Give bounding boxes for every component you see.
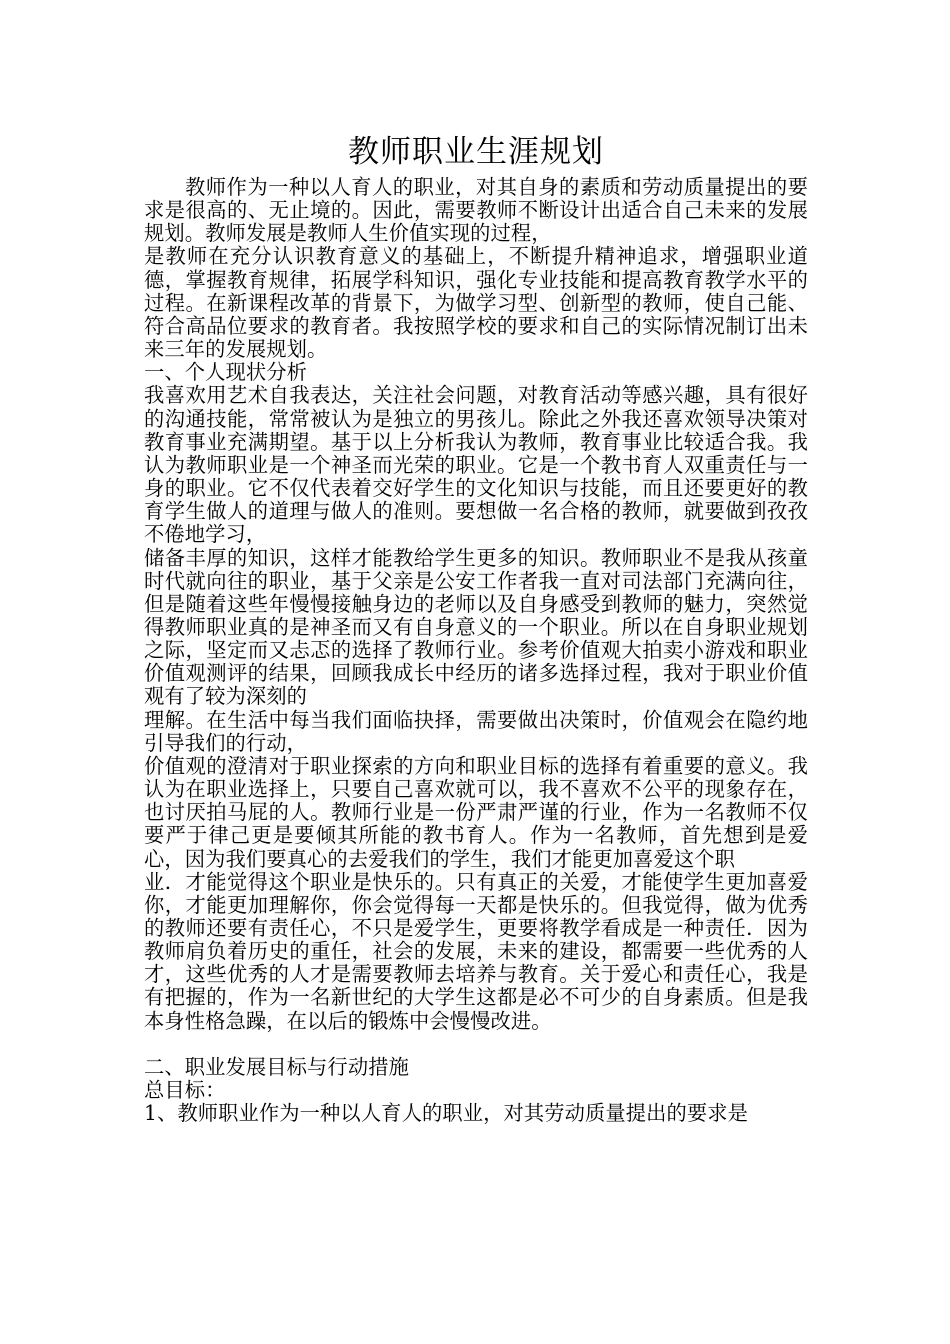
analysis-paragraph-3: 理解。在生活中每当我们面临抉择，需要做出决策时，价值观会在隐约地引导我们的行动， — [144, 707, 808, 755]
section-heading-1: 一、个人现状分析 — [144, 360, 308, 385]
analysis-paragraph-2: 储备丰厚的知识，这样才能教给学生更多的知识。教师职业不是我从孩童时代就向往的职业，基于父亲是公安工作者我一直对司法部门充满向往，但是随着这些年慢慢接触身边的老师以及自身感受到教师的魅力，突然觉得教师职业真的是神圣而又有自身意义的一个职业。所以在自身职业规划之际，坚定而又忐忑的选择了教师行业。参考价值观大拍卖小游戏和职业价值观测评的结果，回顾我成长中经历的诸多选择过程，我对于职业价值观有了较为深刻的 — [144, 545, 808, 709]
analysis-paragraph-5: 业．才能觉得这个职业是快乐的。只有真正的关爱，才能使学生更加喜爱你，才能更加理解你，你会觉得每一天都是快乐的。但我觉得，做为优秀的教师还要有责任心，不只是爱学生，更要将教学看成是一种责任．因为教师肩负着历史的重任，社会的发展，未来的建设，都需要一些优秀的人才，这些优秀的人才是需要教师去培养与教育。关于爱心和责任心，我是有把握的，作为一名新世纪的大学生这都是必不可少的自身素质。但是我本身性格急躁，在以后的锻炼中会慢慢改进。 — [144, 869, 808, 1033]
blank-line — [144, 1033, 808, 1056]
goal-item-1: 1、教师职业作为一种以人育人的职业，对其劳动质量提出的要求是 — [144, 1101, 749, 1126]
intro-paragraph: 教师作为一种以人育人的职业，对其自身的素质和劳动质量提出的要求是很高的、无止境的。因此，需要教师不断设计出适合自己未来的发展规划。教师发展是教师人生价值实现的过程， — [144, 175, 808, 246]
analysis-paragraph-4: 价值观的澄清对于职业探索的方向和职业目标的选择有着重要的意义。我认为在职业选择上，只要自己喜欢就可以，我不喜欢不公平的现象存在，也讨厌拍马屁的人。教师行业是一份严肃严谨的行业，作为一名教师不仅要严于律己更是要倾其所能的教书育人。作为一名教师，首先想到是爱心，因为我们要真心的去爱我们的学生，我们才能更加喜爱这个职 — [144, 753, 808, 871]
document-title: 教师职业生涯规划 — [348, 134, 604, 170]
intro-continuation-paragraph: 是教师在充分认识教育意义的基础上，不断提升精神追求，增强职业道德，掌握教育规律，拓展学科知识，强化专业技能和提高教育教学水平的过程。在新课程改革的背景下，为做学习型、创新型的教师，使自己能、符合高品位要求的教育者。我按照学校的要求和自己的实际情况制订出未来三年的发展规划。 — [144, 244, 808, 362]
document-page — [144, 128, 808, 1125]
analysis-paragraph-1: 我喜欢用艺术自我表达，关注社会问题，对教育活动等感兴趣，具有很好的沟通技能，常常被认为是独立的男孩儿。除此之外我还喜欢领导决策对教育事业充满期望。基于以上分析我认为教师，教育事业比较适合我。我认为教师职业是一个神圣而光荣的职业。它是一个教书育人双重责任与一身的职业。它不仅代表着交好学生的文化知识与技能，而且还要更好的教育学生做人的道理与做人的准则。要想做一名合格的教师，就要做到孜孜不倦地学习， — [144, 383, 808, 547]
overall-goal-label: 总目标： — [144, 1078, 226, 1103]
section-heading-2: 二、职业发展目标与行动措施 — [144, 1054, 409, 1079]
